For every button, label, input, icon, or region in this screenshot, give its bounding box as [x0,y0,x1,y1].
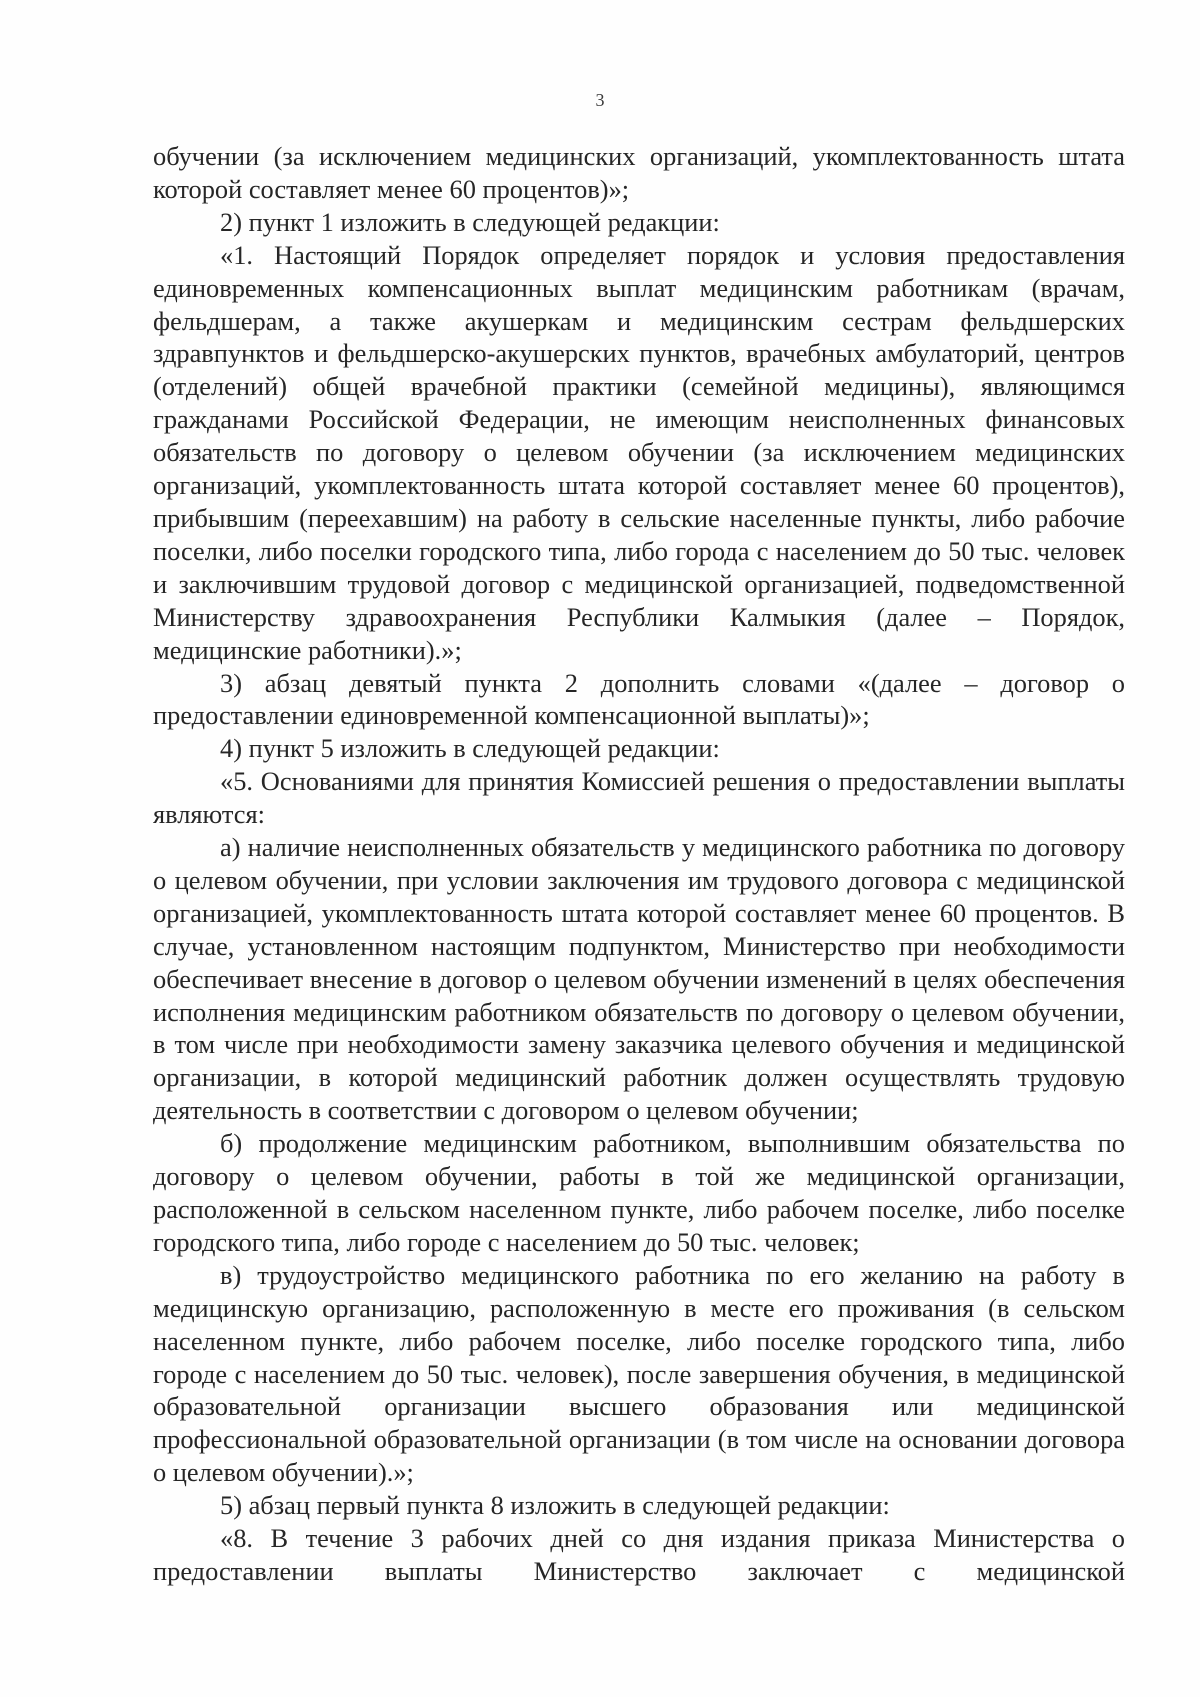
paragraph-clause-5: «5. Основаниями для принятия Комиссией решения о предоставлении выплаты являются: [153,766,1125,830]
paragraph-item-4: 4) пункт 5 изложить в следующей редакции: [220,733,720,764]
document-body [153,140,1125,1588]
paragraph-clause-8: «8. В течение 3 рабочих дней со дня издания приказа Министерства о предоставлении выплаты Министерство заключает с медицинской [153,1523,1125,1586]
paragraph-subclause-a: а) наличие неисполненных обязательств у медицинского работника по договору о целевом обучении, при условии заключения им трудового договора с медицинской организацией, укомплектованность штата которой составляет менее 60 процентов. В случае, установленном настоящим подпунктом, Министерство при необходимости обеспечивает внесение в договор о целевом обучении изменений в целях обеспечения исполнения медицинским работником обязательств по договору о целевом обучении, в том числе при необходимости замену заказчика целевого обучения и медицинской организации, в которой медицинский работник должен осуществлять трудовую деятельность в соответствии с договором о целевом обучении; [153,832,1125,1126]
paragraph-item-2: 2) пункт 1 изложить в следующей редакции: [220,206,720,237]
paragraph-item-3: 3) абзац девятый пункта 2 дополнить словами «(далее – договор о предоставлении единовременной компенсационной выплаты)»; [153,667,1125,731]
paragraph-continuation: обучении (за исключением медицинских организаций, укомплектованность штата которой составляет менее 60 процентов)»; [153,141,1125,204]
paragraph-item-5: 5) абзац первый пункта 8 изложить в следующей редакции: [220,1490,890,1521]
paragraph-subclause-v: в) трудоустройство медицинского работника по его желанию на работу в медицинскую организацию, расположенную в месте его проживания (в сельском населенном пункте, либо рабочем поселке, либо поселке городского типа, либо городе с населением до 50 тыс. человек), после завершения обучения, в медицинской образовательной организации высшего образования или медицинской профессиональной образовательной организации (в том числе на основании договора о целевом обучении).»; [153,1259,1125,1488]
paragraph-clause-1: «1. Настоящий Порядок определяет порядок и условия предоставления единовременных компенсационных выплат медицинским работникам (врачам, фельдшерам, а также акушеркам и медицинским сестрам фельдшерских здравпунктов и фельдшерско-акушерских пунктов, врачебных амбулаторий, центров (отделений) общей врачебной практики (семейной медицины), являющимся гражданами Российской Федерации, не имеющим неисполненных финансовых обязательств по договору о целевом обучении (за исключением медицинских организаций, укомплектованность штата которой составляет менее 60 процентов), прибывшим (переехавшим) на работу в сельские населенные пункты, либо рабочие поселки, либо поселки городского типа, либо города с населением до 50 тыс. человек и заключившим трудовой договор с медицинской организацией, подведомственной Министерству здравоохранения Республики Калмыкия (далее – Порядок, медицинские работники).»; [153,239,1125,665]
page-number: 3 [595,90,605,110]
paragraph-subclause-b: б) продолжение медицинским работником, выполнившим обязательства по договору о целевом обучении, работы в той же медицинской организации, расположенной в сельском населенном пункте, либо рабочем поселке, либо поселке городского типа, либо городе с населением до 50 тыс. человек; [153,1128,1125,1257]
